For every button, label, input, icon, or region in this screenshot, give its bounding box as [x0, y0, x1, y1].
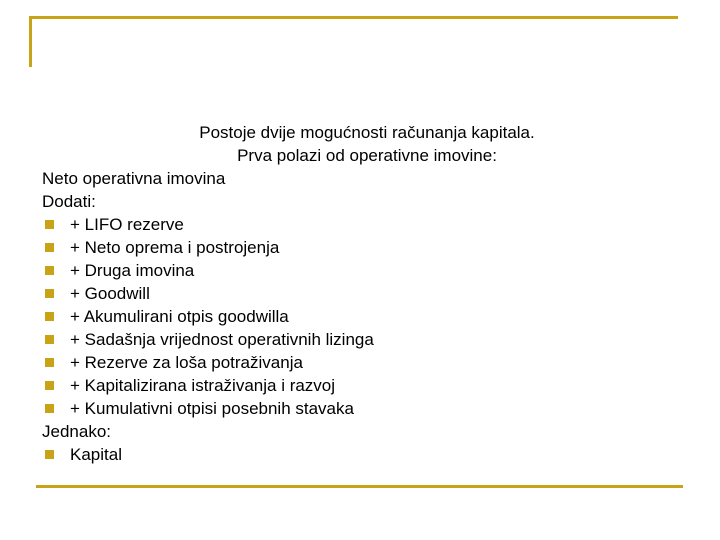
square-bullet-icon [45, 450, 54, 459]
square-bullet-icon [45, 312, 54, 321]
list-item [42, 374, 642, 397]
square-bullet-icon [45, 381, 54, 390]
list-item-text: + Kumulativni otpisi posebnih stavaka [70, 399, 354, 418]
slide-body [42, 121, 642, 466]
top-decorative-rule [29, 16, 678, 19]
list-item [42, 282, 642, 305]
equals-label: Jednako: [42, 422, 111, 441]
list-item [42, 397, 642, 420]
left-decorative-rule [29, 16, 32, 67]
list-item [42, 305, 642, 328]
intro-line-add: Dodati: [42, 192, 96, 211]
list-item-text: + Sadašnja vrijednost operativnih lizinga [70, 330, 374, 349]
list-item-text: + Akumulirani otpis goodwilla [70, 307, 289, 326]
bottom-decorative-rule [36, 485, 683, 488]
list-item [42, 236, 642, 259]
list-item-text: + LIFO rezerve [70, 215, 184, 234]
intro-line-net-assets: Neto operativna imovina [42, 169, 226, 188]
heading-line-1: Postoje dvije mogućnosti računanja kapitala. [199, 123, 535, 142]
list-item-text: + Kapitalizirana istraživanja i razvoj [70, 376, 336, 395]
list-item [42, 328, 642, 351]
list-item-text: + Rezerve za loša potraživanja [70, 353, 303, 372]
list-item [42, 351, 642, 374]
list-item-text: + Neto oprema i postrojenja [70, 238, 280, 257]
square-bullet-icon [45, 358, 54, 367]
result-item [42, 443, 642, 466]
square-bullet-icon [45, 266, 54, 275]
list-item [42, 213, 642, 236]
square-bullet-icon [45, 243, 54, 252]
square-bullet-icon [45, 335, 54, 344]
square-bullet-icon [45, 289, 54, 298]
square-bullet-icon [45, 220, 54, 229]
result-item-text: Kapital [70, 445, 122, 464]
list-item [42, 259, 642, 282]
heading-line-2: Prva polazi od operativne imovine: [237, 146, 497, 165]
square-bullet-icon [45, 404, 54, 413]
list-item-text: + Druga imovina [70, 261, 195, 280]
list-item-text: + Goodwill [70, 284, 150, 303]
